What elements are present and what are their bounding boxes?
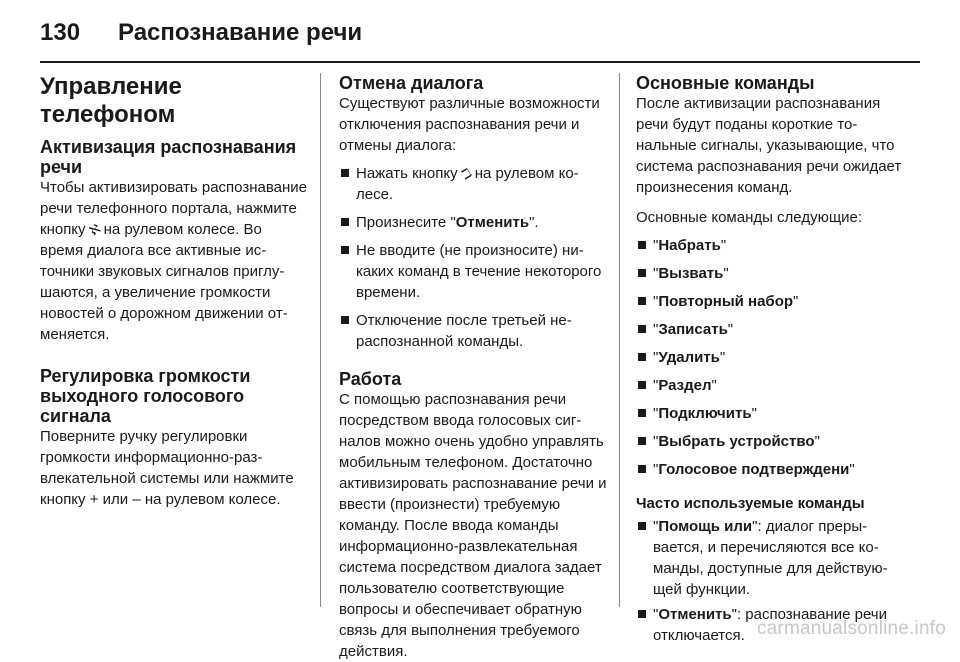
activation-text-after: на рулевом колесе. Во время диалога все активные источники звуковых сигналов приглушаются, а увеличение громкости новостей о дорожном движении отменяется. xyxy=(40,221,288,343)
activation-heading: Активизация распознавания речи xyxy=(40,137,297,177)
list-item: "Помощь или": диалог прерывается, и перечисляются все команды, доступные для действующей функции. xyxy=(636,516,910,600)
bullet xyxy=(341,246,349,254)
activation-text-before: Чтобы активизировать распознавание речи телефонного портала, нажмите кнопку xyxy=(40,179,307,238)
activation-text xyxy=(40,177,308,345)
basic-commands-list xyxy=(636,235,910,480)
basic-intro: Основные команды следующие: xyxy=(636,209,863,226)
list-item: Нажать кнопку ℶ на рулевом колесе. xyxy=(339,163,609,205)
header-rule xyxy=(40,61,920,63)
phone-voice-icon: ℵ xyxy=(86,220,103,239)
list-item: Отключение после третьей нераспознанной команды. xyxy=(339,310,609,352)
cancel-heading: Отмена диалога xyxy=(339,73,484,93)
section-title: Управление телефоном xyxy=(40,73,182,128)
list-item: "Повторный набор" xyxy=(636,291,910,312)
page-number: 130 xyxy=(40,19,81,46)
running-title: Распознавание речи xyxy=(118,19,363,46)
frequent-heading: Часто используемые команды xyxy=(636,495,865,512)
list-item: "Удалить" xyxy=(636,347,910,368)
basic-heading: Основные команды xyxy=(636,73,815,93)
bullet xyxy=(341,316,349,324)
volume-text: Поверните ручку регулировки громкости информационно-развлекательной системы или нажмите кнопку + или – на рулевом колесе. xyxy=(40,428,294,508)
phone-cancel-icon: ℶ xyxy=(458,164,474,183)
work-text: С помощью распознавания речи посредством ввода голосовых сигналов можно очень удобно управлять мобильным телефоном. Достаточно активизировать распознавание речи и ввести (произнести) требуемую команду. После ввода команды информационно-развлекательная система посредством диалога задает пользователю соответствующие вопросы и обеспечивает обратную связь для выполнения требуемого действия. xyxy=(339,391,607,660)
page-header xyxy=(40,10,920,56)
bullet xyxy=(341,169,349,177)
list-item: "Набрать" xyxy=(636,235,910,256)
list-item: "Голосовое подтверждени" xyxy=(636,459,910,480)
list-item: "Раздел" xyxy=(636,375,910,396)
list-item: "Подключить" xyxy=(636,403,910,424)
column-divider xyxy=(619,73,620,607)
volume-heading: Регулировка громкости выходного голосового сигнала xyxy=(40,366,251,426)
column-1 xyxy=(40,73,308,510)
column-divider xyxy=(320,73,321,607)
column-2 xyxy=(339,73,609,662)
list-item: Не вводите (не произносите) никаких команд в течение некоторого времени. xyxy=(339,240,609,303)
column-3 xyxy=(636,73,910,650)
list-item: "Отменить": распознавание речи отключается. xyxy=(636,604,910,646)
work-heading: Работа xyxy=(339,369,402,389)
bullet xyxy=(341,218,349,226)
cancel-text: Существуют различные возможности отключения распознавания речи и отмены диалога: xyxy=(339,95,600,154)
list-item: "Записать" xyxy=(636,319,910,340)
list-item: "Вызвать" xyxy=(636,263,910,284)
basic-text: После активизации распознавания речи будут поданы короткие тональные сигналы, указывающие, что система распознавания речи ожидает произнесения команд. xyxy=(636,95,902,196)
list-item: Произнесите "Отменить". xyxy=(339,212,609,233)
watermark: carmanualsonline.info xyxy=(756,618,946,639)
cancel-list xyxy=(339,163,609,352)
list-item: "Выбрать устройство" xyxy=(636,431,910,452)
